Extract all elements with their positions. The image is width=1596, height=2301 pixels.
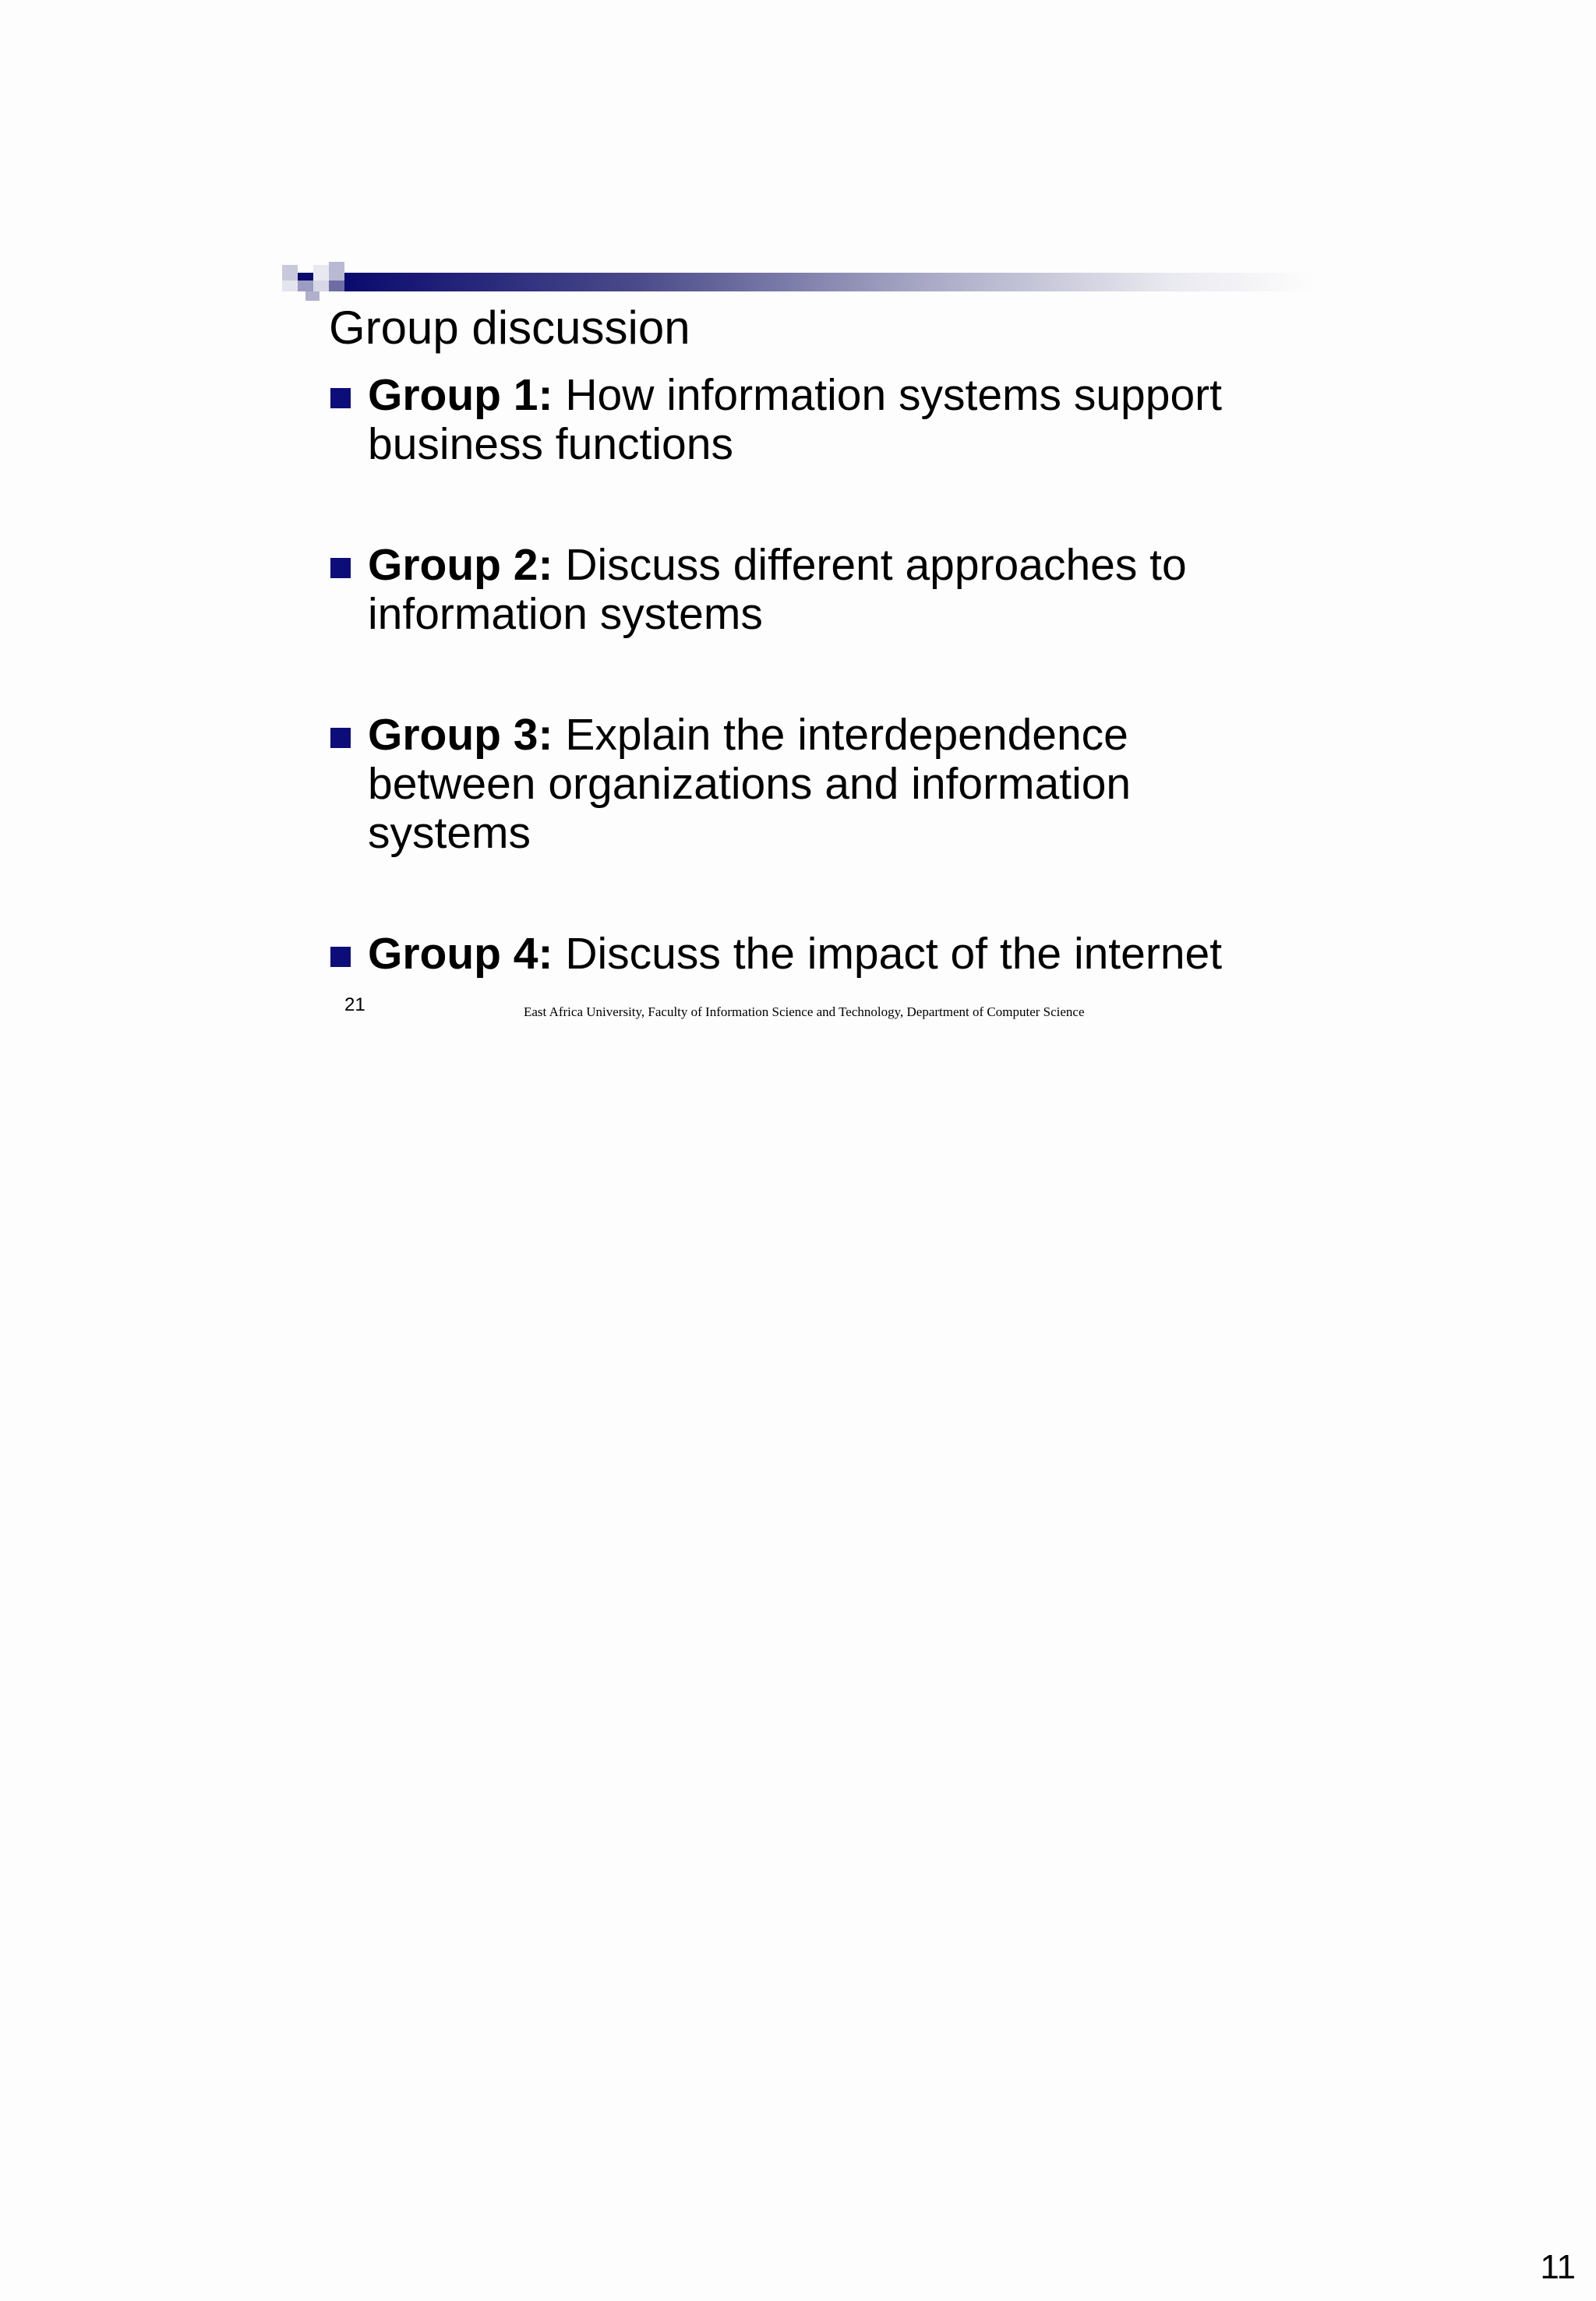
- group-label: Group 3:: [368, 710, 553, 760]
- bullet-item-group-1: [329, 371, 1295, 469]
- slide: [282, 262, 1315, 1037]
- header-gradient-bar: [344, 273, 1315, 291]
- group-text: Discuss the impact of the internet: [553, 929, 1223, 979]
- square-bullet-icon: [330, 947, 351, 967]
- header-pixel: [282, 281, 298, 291]
- group-text: Discuss different approaches to information systems: [368, 540, 1187, 639]
- square-bullet-icon: [330, 558, 351, 578]
- group-label: Group 1:: [368, 370, 553, 420]
- square-bullet-icon: [330, 728, 351, 748]
- header-pixel: [329, 262, 344, 281]
- header-pixel: [313, 265, 329, 281]
- header-pixel: [329, 281, 344, 291]
- bullet-list: [329, 371, 1295, 979]
- header-pixel: [298, 273, 313, 281]
- square-bullet-icon: [330, 388, 351, 408]
- group-label: Group 2:: [368, 540, 553, 590]
- slide-title: Group discussion: [329, 302, 690, 354]
- header-pixel: [313, 281, 329, 291]
- slide-footer: East Africa University, Faculty of Information Science and Technology, Department of Computer Science: [524, 1004, 1085, 1019]
- slide-number: 21: [344, 994, 365, 1015]
- page-number: 11: [1540, 2248, 1576, 2286]
- group-text: How information systems support business functions: [368, 370, 1222, 469]
- header-pixel: [305, 291, 320, 301]
- bullet-item-group-2: [329, 541, 1295, 639]
- bullet-item-group-4: [329, 930, 1295, 979]
- header-pixel: [298, 281, 313, 291]
- group-text: Explain the interdependence between organizations and information systems: [368, 710, 1132, 858]
- header-pixel: [282, 265, 298, 281]
- group-label: Group 4:: [368, 929, 553, 979]
- bullet-item-group-3: [329, 711, 1295, 858]
